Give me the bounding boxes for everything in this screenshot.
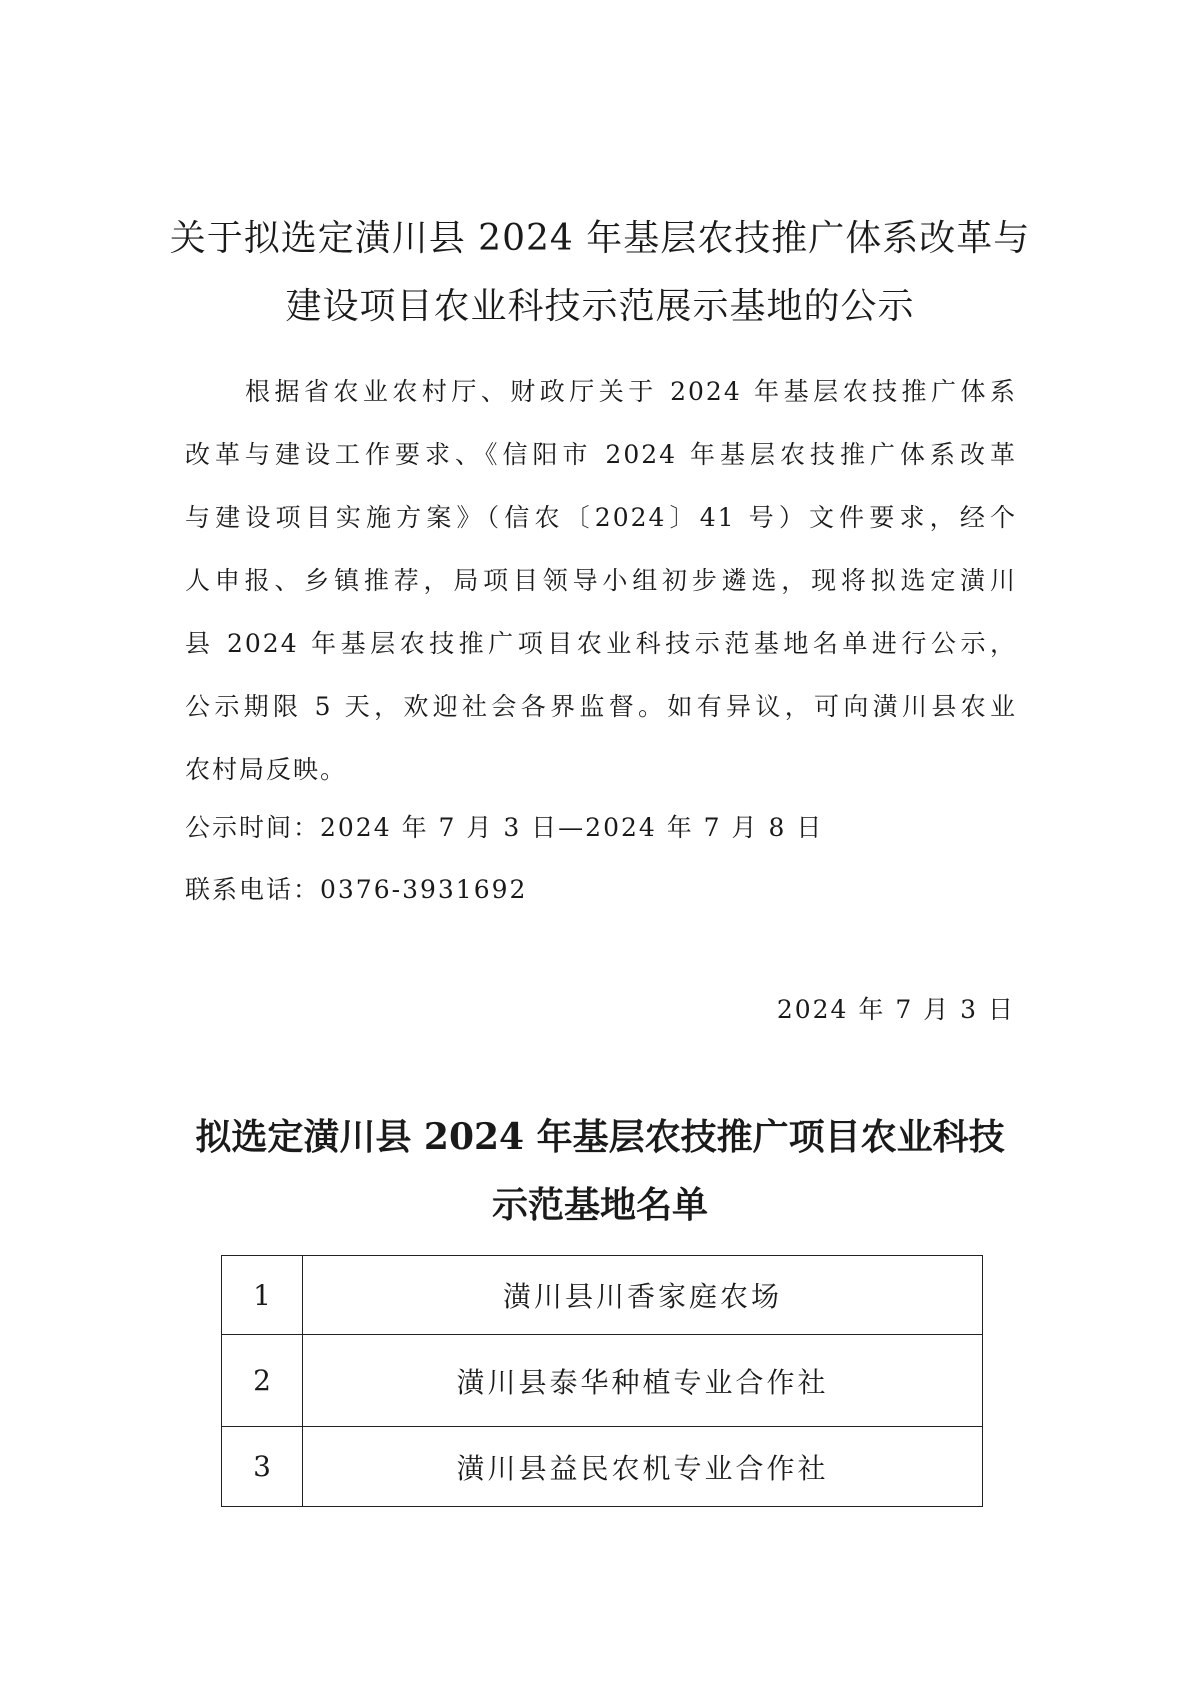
row-number: 2	[222, 1335, 303, 1427]
body-line-6: 公示期限 5 天，欢迎社会各界监督。如有异议，可向潢川县农业	[185, 692, 1017, 721]
list-title-line-1: 拟选定潢川县 2024 年基层农技推广项目农业科技	[195, 1116, 1005, 1158]
body-line-3: 与建设项目实施方案》（信农〔2024〕41 号）文件要求，经个	[185, 503, 1017, 532]
notice-title-line-2: 建设项目农业科技示范展示基地的公示	[285, 286, 915, 327]
notice-title	[150, 205, 1050, 341]
table-row	[222, 1256, 983, 1335]
body-line-4: 人申报、乡镇推荐，局项目领导小组初步遴选，现将拟选定潢川	[185, 566, 1017, 595]
table-row	[222, 1427, 983, 1507]
notice-date: 2024 年 7 月 3 日	[776, 995, 1015, 1024]
list-title	[150, 1103, 1050, 1239]
body-line-5: 县 2024 年基层农技推广项目农业科技示范基地名单进行公示，	[185, 629, 1017, 658]
row-number: 3	[222, 1427, 303, 1507]
base-list-table	[221, 1255, 983, 1507]
list-title-line-2: 示范基地名单	[491, 1184, 708, 1226]
body-line-2: 改革与建设工作要求、《信阳市 2024 年基层农技推广体系改革	[185, 440, 1017, 469]
notice-contact: 联系电话：0376-3931692	[185, 875, 528, 904]
body-line-1: 根据省农业农村厅、财政厅关于 2024 年基层农技推广体系	[245, 377, 1017, 406]
table-row	[222, 1335, 983, 1427]
body-line-7: 农村局反映。	[185, 755, 348, 784]
notice-title-line-1: 关于拟选定潢川县 2024 年基层农技推广体系改革与	[169, 218, 1031, 259]
row-name: 潢川县泰华种植专业合作社	[303, 1335, 983, 1427]
row-name: 潢川县益民农机专业合作社	[303, 1427, 983, 1507]
notice-body	[185, 360, 1017, 801]
row-name: 潢川县川香家庭农场	[303, 1256, 983, 1335]
row-number: 1	[222, 1256, 303, 1335]
notice-period: 公示时间：2024 年 7 月 3 日—2024 年 7 月 8 日	[185, 813, 824, 842]
